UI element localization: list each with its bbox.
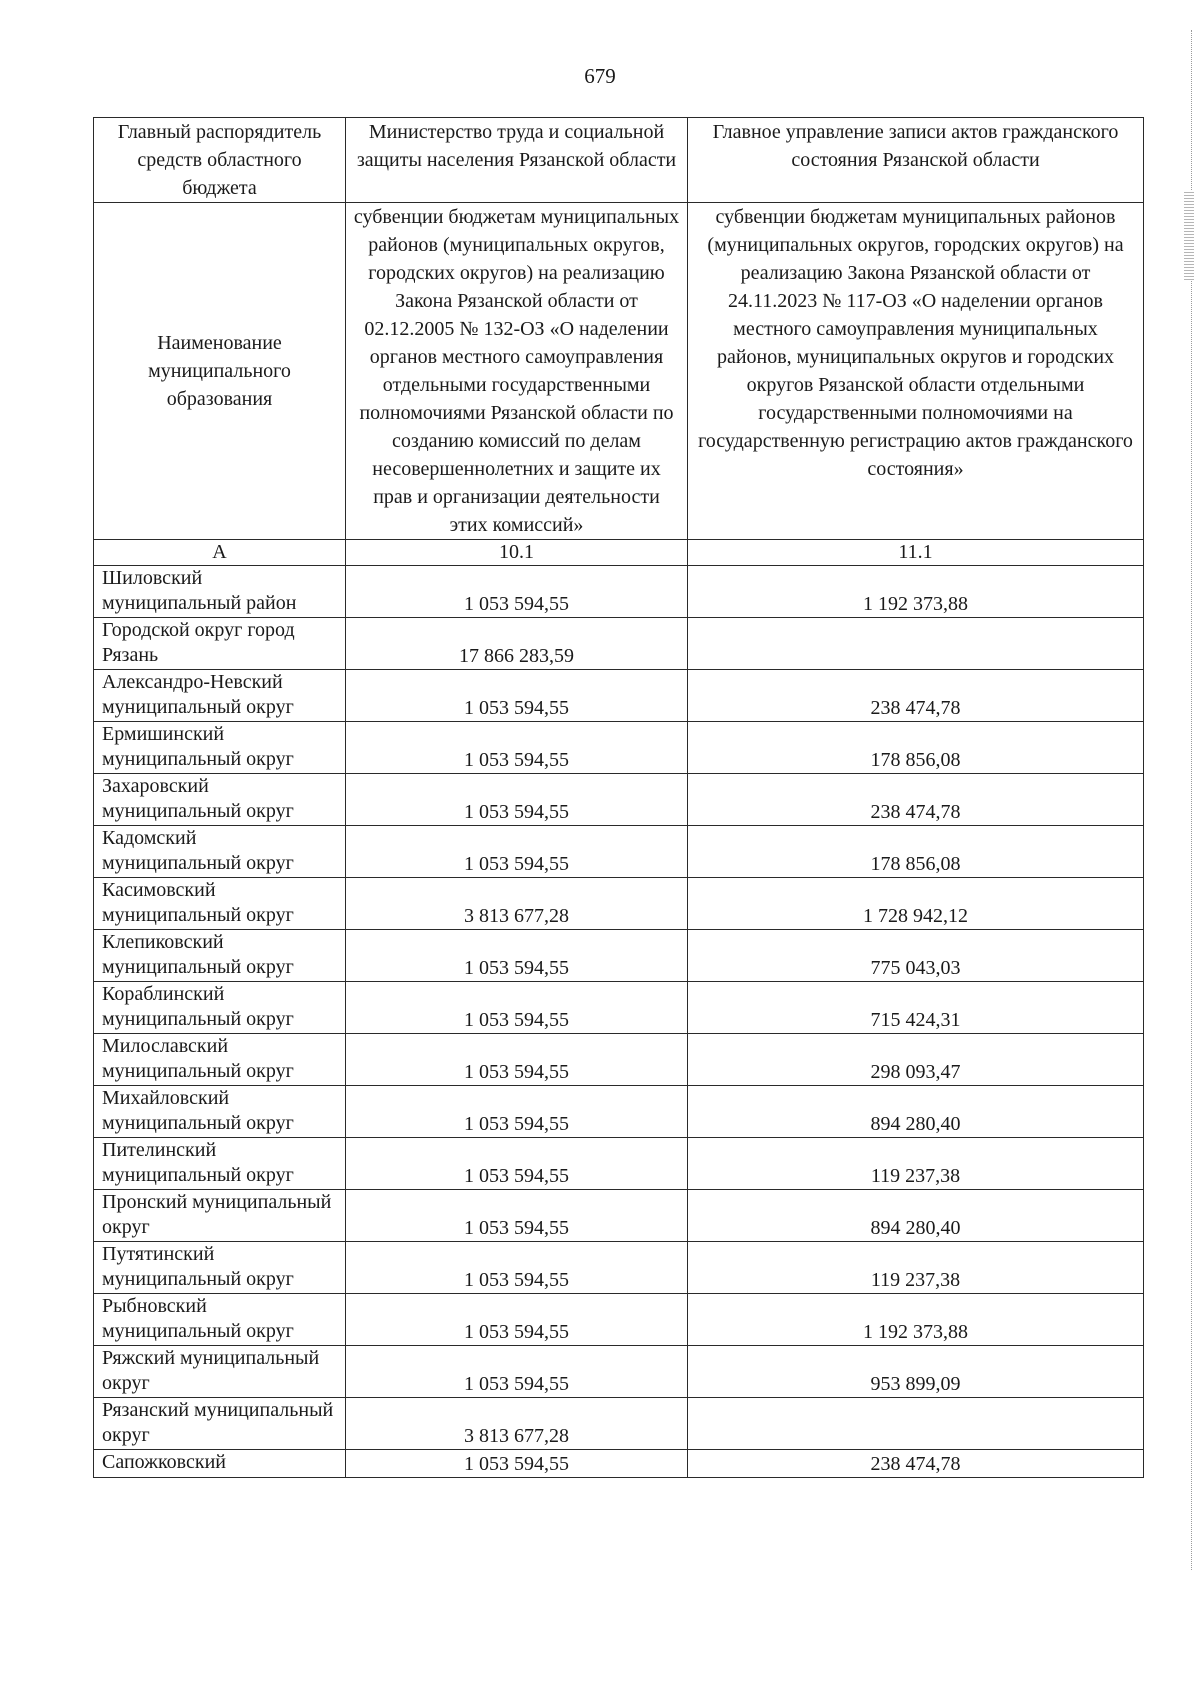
table-row [94, 982, 1144, 1034]
registry-amount: 775 043,03 [688, 930, 1144, 982]
budget-table [93, 117, 1144, 1478]
index-col-c: 11.1 [688, 540, 1144, 566]
registry-amount: 178 856,08 [688, 826, 1144, 878]
table-row [94, 1450, 1144, 1478]
commissions-amount: 1 053 594,55 [346, 1346, 688, 1398]
commissions-amount: 3 813 677,28 [346, 1398, 688, 1450]
commissions-amount: 1 053 594,55 [346, 1138, 688, 1190]
commissions-amount: 1 053 594,55 [346, 722, 688, 774]
registry-amount: 298 093,47 [688, 1034, 1144, 1086]
registry-amount: 238 474,78 [688, 774, 1144, 826]
registry-amount: 238 474,78 [688, 1450, 1144, 1478]
municipality-name: Сапожковский [94, 1450, 346, 1478]
commissions-amount: 1 053 594,55 [346, 1242, 688, 1294]
commissions-amount: 1 053 594,55 [346, 1086, 688, 1138]
commissions-amount: 1 053 594,55 [346, 774, 688, 826]
commissions-amount: 1 053 594,55 [346, 826, 688, 878]
table-row [94, 722, 1144, 774]
municipality-name: Захаровский муниципальный округ [94, 774, 346, 826]
scan-edge-mark [1184, 190, 1194, 280]
header-ministry-labor: Министерство труда и социальной защиты населения Рязанской области [346, 118, 688, 203]
commissions-amount: 17 866 283,59 [346, 618, 688, 670]
table-row [94, 930, 1144, 982]
municipality-name: Пронский муниципальный округ [94, 1190, 346, 1242]
registry-amount: 178 856,08 [688, 722, 1144, 774]
municipality-name: Михайловский муниципальный округ [94, 1086, 346, 1138]
commissions-amount: 1 053 594,55 [346, 670, 688, 722]
municipality-name: Клепиковский муниципальный округ [94, 930, 346, 982]
registry-amount: 894 280,40 [688, 1190, 1144, 1242]
municipality-name: Милославский муниципальный округ [94, 1034, 346, 1086]
table-row [94, 878, 1144, 930]
municipality-name: Рязанский муниципальный округ [94, 1398, 346, 1450]
commissions-amount: 1 053 594,55 [346, 1190, 688, 1242]
municipality-name: Ермишинский муниципальный округ [94, 722, 346, 774]
table-row [94, 1398, 1144, 1450]
table-subheader-row [94, 203, 1144, 540]
registry-amount: 894 280,40 [688, 1086, 1144, 1138]
municipality-name: Путятинский муниципальный округ [94, 1242, 346, 1294]
registry-amount [688, 1398, 1144, 1450]
table-row [94, 618, 1144, 670]
table-row [94, 1346, 1144, 1398]
table-row [94, 1138, 1144, 1190]
registry-amount: 238 474,78 [688, 670, 1144, 722]
page-number: 679 [584, 64, 616, 88]
index-col-a: А [94, 540, 346, 566]
municipality-name: Шиловский муниципальный район [94, 566, 346, 618]
municipality-name: Рыбновский муниципальный округ [94, 1294, 346, 1346]
table-row [94, 826, 1144, 878]
header-chief-administrator: Главный распорядитель средств областного бюджета [94, 118, 346, 203]
municipality-name: Кораблинский муниципальный округ [94, 982, 346, 1034]
table-index-row [94, 540, 1144, 566]
subheader-subvention-commissions: субвенции бюджетам муниципальных районов (муниципальных округов, городских округов) на реализацию Закона Рязанской области от 02.12.2005 № 132-ОЗ «О наделении органов местного самоуправления отдельными государственными полномочиями Рязанской области по созданию комиссий по делам несовершеннолетних и защите их прав и организации деятельности этих комиссий» [346, 203, 688, 540]
table-row [94, 670, 1144, 722]
commissions-amount: 1 053 594,55 [346, 1450, 688, 1478]
commissions-amount: 3 813 677,28 [346, 878, 688, 930]
registry-amount: 1 192 373,88 [688, 566, 1144, 618]
municipality-name: Ряжский муниципальный округ [94, 1346, 346, 1398]
registry-amount: 119 237,38 [688, 1242, 1144, 1294]
municipality-name: Пителинский муниципальный округ [94, 1138, 346, 1190]
registry-amount: 119 237,38 [688, 1138, 1144, 1190]
table-row [94, 774, 1144, 826]
municipality-name: Городской округ город Рязань [94, 618, 346, 670]
municipality-name: Касимовский муниципальный округ [94, 878, 346, 930]
table-row [94, 566, 1144, 618]
table-row [94, 1242, 1144, 1294]
commissions-amount: 1 053 594,55 [346, 982, 688, 1034]
registry-amount: 1 728 942,12 [688, 878, 1144, 930]
table-row [94, 1086, 1144, 1138]
registry-amount: 1 192 373,88 [688, 1294, 1144, 1346]
header-civil-registry: Главное управление записи актов гражданского состояния Рязанской области [688, 118, 1144, 203]
municipality-name: Александро-Невский муниципальный округ [94, 670, 346, 722]
table-header-row [94, 118, 1144, 203]
subheader-municipality-name: Наименование муниципального образования [94, 203, 346, 540]
registry-amount [688, 618, 1144, 670]
table-row [94, 1294, 1144, 1346]
municipality-name: Кадомский муниципальный округ [94, 826, 346, 878]
commissions-amount: 1 053 594,55 [346, 1034, 688, 1086]
index-col-b: 10.1 [346, 540, 688, 566]
commissions-amount: 1 053 594,55 [346, 1294, 688, 1346]
commissions-amount: 1 053 594,55 [346, 566, 688, 618]
registry-amount: 715 424,31 [688, 982, 1144, 1034]
table-row [94, 1190, 1144, 1242]
registry-amount: 953 899,09 [688, 1346, 1144, 1398]
table-row [94, 1034, 1144, 1086]
subheader-subvention-registry: субвенции бюджетам муниципальных районов (муниципальных округов, городских округов) на реализацию Закона Рязанской области от 24.11.2023 № 117-ОЗ «О наделении органов местного самоуправления муниципальных районов, муниципальных округов и городских округов Рязанской области отдельными государственными полномочиями на государственную регистрацию актов гражданского состояния» [688, 203, 1144, 540]
commissions-amount: 1 053 594,55 [346, 930, 688, 982]
